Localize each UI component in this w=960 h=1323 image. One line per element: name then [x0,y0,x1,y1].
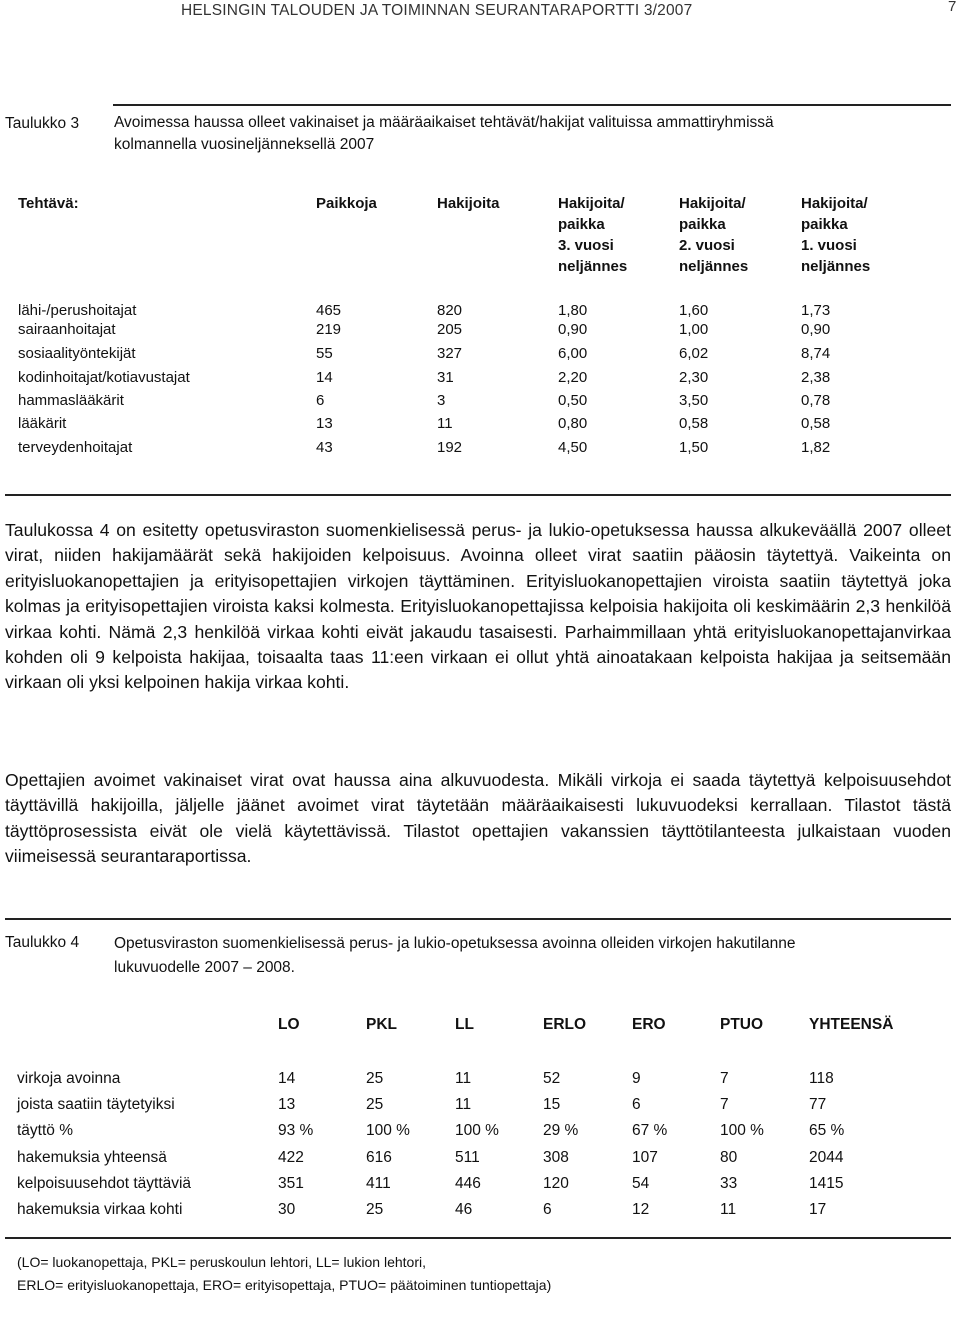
table3-cell-q2: 1,60 [679,302,709,319]
header-q1-line2: paikka [801,216,848,233]
table3-caption-line1: Avoimessa haussa olleet vakinaiset ja määräaikaiset tehtävät/hakijat valituissa ammattiryhmissä [114,114,774,131]
table3-cell-q1: 1,73 [801,302,831,319]
table4-header-lo: LO [278,1016,300,1033]
header-q3-line2: paikka [558,216,605,233]
table4-cell: 7 [720,1096,729,1113]
table4-cell: 616 [366,1149,392,1166]
table3-caption [114,112,774,156]
table3-bottom-rule [5,494,951,496]
page-number: 7 [948,0,957,15]
table4-cell: 118 [809,1070,834,1087]
header-q3-line3: 3. vuosi [558,237,614,254]
table4-header-erlo: ERLO [543,1016,587,1033]
header-q1-line1: Hakijoita/ [801,195,868,212]
table4-row-label: hakemuksia yhteensä [17,1149,167,1166]
table3-header-places: Paikkoja [316,195,377,212]
table3-cell-q1: 2,38 [801,369,831,386]
table4-cell: 11 [455,1096,472,1113]
table3-cell-applicants: 3 [437,392,446,409]
table4-note-line2: ERLO= erityisluokanopettaja, ERO= erityisopettaja, PTUO= päätoiminen tuntiopettaja) [17,1277,552,1293]
running-header-title: HELSINGIN TALOUDEN JA TOIMINNAN SEURANTARAPORTTI 3/2007 [181,2,693,19]
table4-cell: 100 % [455,1122,499,1139]
body-paragraph-1: Taulukossa 4 on esitetty opetusviraston suomenkielisessä perus- ja lukio-opetuksessa haussa alkukeväällä 2007 olleet virat, niiden hakijamäärät sekä hakijoiden kelpoisuus. Avoinna olleet virat saatiin pääosin täytettyä. Vaikeinta on erityisluokanopettajien ja erityisopettajien virkojen täyttäminen. Erityisluokanopettajien viroista saatiin täytettyä joka kolmas ja erityisopettajien viroista kaksi kolmesta. Erityisluokanopettajissa kelpoisia hakijoita oli keskimäärin 2,3 henkilöä virkaa kohti. Nämä 2,3 henkilöä virkaa kohti eivät jakaudu tasaisesti. Parhaimmillaan yhtä erityisluokanopettajanvirkaa kohden oli 9 kelpoista hakijaa, toisaalta taas 11:een virkaan ei ollut yhtä ainoatakaan kelpoista hakijaa ja seitsemään virkaan oli yksi kelpoinen hakija virkaa kohti. [5,520,951,693]
table3-cell-applicants: 192 [437,439,463,456]
table3-cell-q3: 0,90 [558,321,588,338]
table4-cell: 6 [632,1096,641,1113]
table3-header-q2 [679,193,748,277]
table3-cell-q1: 0,78 [801,392,831,409]
table4-header-pkl: PKL [366,1016,397,1033]
table4-cell: 93 % [278,1122,314,1139]
table4-cell: 11 [455,1070,472,1087]
table4-cell: 17 [809,1201,827,1218]
table3-caption-line2: kolmannella vuosineljänneksellä 2007 [114,136,375,153]
table4-caption-line2: lukuvuodelle 2007 – 2008. [114,959,295,976]
table3-header-q1 [801,193,870,277]
table4-cell: 30 [278,1201,296,1218]
table3-cell-q3: 0,50 [558,392,588,409]
table3-cell-places: 55 [316,345,333,362]
table3-cell-applicants: 327 [437,345,463,362]
table3-header-applicants: Hakijoita [437,195,500,212]
table4-row-label: kelpoisuusehdot täyttäviä [17,1175,192,1192]
table4-label: Taulukko 4 [5,934,80,951]
body-paragraph-2: Opettajien avoimet vakinaiset virat ovat haussa aina alkuvuodesta. Mikäli virkoja ei saada täytettyä kelpoisuusehdot täyttävillä hakijoilla, jäljelle jäänet avoimet virat täytetään määräaikaisesti lukuvuodeksi kerrallaan. Tilastot tästä täyttöprosessista eivät ole vielä käytettävissä. Tilastot opettajien vakanssien täyttötilanteesta julkaistaan vuoden viimeisessä seurantaraportissa. [5,770,951,867]
table3-header-task: Tehtävä: [18,195,79,212]
table3-cell-places: 13 [316,415,333,432]
table4-header-ll: LL [455,1016,474,1033]
table3-cell-task: sairaanhoitajat [18,321,116,338]
table4-cell: 46 [455,1201,473,1218]
table4-cell: 120 [543,1175,569,1192]
table4-cell: 6 [543,1201,552,1218]
table4-cell: 13 [278,1096,296,1113]
table4-cell: 422 [278,1149,304,1166]
table3-cell-q1: 8,74 [801,345,831,362]
table4-cell: 52 [543,1070,561,1087]
table4-note-line1: (LO= luokanopettaja, PKL= peruskoulun lehtori, LL= lukion lehtori, [17,1254,426,1270]
table4-cell: 65 % [809,1122,845,1139]
table3-top-rule [113,104,951,106]
table3-cell-task: lähi-/perushoitajat [18,302,137,319]
table4-cell: 15 [543,1096,561,1113]
table3-cell-q1: 0,90 [801,321,831,338]
table4-cell: 11 [720,1201,737,1218]
table4-cell: 308 [543,1149,569,1166]
table4-cell: 25 [366,1201,384,1218]
table4-cell: 411 [366,1175,391,1192]
table3-cell-task: hammaslääkärit [18,392,124,409]
table4-cell: 100 % [366,1122,410,1139]
table4-cell: 1415 [809,1175,844,1192]
table4-row-label: virkoja avoinna [17,1070,121,1087]
table3-cell-places: 465 [316,302,342,319]
table4-cell: 67 % [632,1122,668,1139]
table3-cell-q3: 4,50 [558,439,588,456]
table3-cell-q1: 0,58 [801,415,831,432]
table3-cell-places: 219 [316,321,342,338]
header-q2-line4: neljännes [679,258,749,275]
table4-cell: 29 % [543,1122,579,1139]
header-q2-line2: paikka [679,216,726,233]
table4-cell: 54 [632,1175,650,1192]
table3-cell-places: 6 [316,392,325,409]
table3-cell-applicants: 31 [437,369,454,386]
table3-cell-applicants: 205 [437,321,463,338]
table4-cell: 80 [720,1149,738,1166]
table4-row-label: täyttö % [17,1122,73,1139]
table3-cell-q2: 6,02 [679,345,709,362]
table3-cell-q2: 3,50 [679,392,709,409]
table3-cell-task: sosiaalityöntekijät [18,345,136,362]
table3-cell-applicants: 11 [437,415,453,432]
table4-header-total: YHTEENSÄ [809,1016,894,1033]
header-q1-line4: neljännes [801,258,871,275]
table3-cell-places: 14 [316,369,333,386]
table4-row-label: joista saatiin täytetyiksi [17,1096,175,1113]
table4-cell: 14 [278,1070,296,1087]
table3-cell-q1: 1,82 [801,439,831,456]
table4-caption [114,932,796,980]
table3-cell-q2: 0,58 [679,415,709,432]
table4-cell: 12 [632,1201,650,1218]
table3-cell-q3: 0,80 [558,415,588,432]
table4-cell: 25 [366,1070,384,1087]
table3-cell-q2: 2,30 [679,369,709,386]
table3-cell-task: kodinhoitajat/kotiavustajat [18,369,190,386]
table3-label: Taulukko 3 [5,115,80,132]
table4-bottom-rule [5,1237,951,1239]
table4-cell: 100 % [720,1122,764,1139]
table4-cell: 9 [632,1070,641,1087]
table3-cell-task: lääkärit [18,415,67,432]
table4-caption-line1: Opetusviraston suomenkielisessä perus- ja lukio-opetuksessa avoinna olleiden virkojen hakutilanne [114,935,796,952]
table4-cell: 2044 [809,1149,844,1166]
table3-cell-q2: 1,50 [679,439,709,456]
table3-cell-task: terveydenhoitajat [18,439,133,456]
table4-cell: 351 [278,1175,304,1192]
table4-cell: 33 [720,1175,738,1192]
table4-cell: 107 [632,1149,658,1166]
table4-cell: 77 [809,1096,827,1113]
table3-header-q3 [558,193,627,277]
table3-cell-q3: 2,20 [558,369,588,386]
table3-cell-q3: 6,00 [558,345,588,362]
header-q2-line3: 2. vuosi [679,237,735,254]
table4-cell: 511 [455,1149,480,1166]
table3-cell-q2: 1,00 [679,321,709,338]
table4-row-label: hakemuksia virkaa kohti [17,1201,183,1218]
table4-top-rule [5,918,951,920]
table4-cell: 25 [366,1096,384,1113]
header-q2-line1: Hakijoita/ [679,195,746,212]
table3-cell-q3: 1,80 [558,302,588,319]
table3-cell-places: 43 [316,439,333,456]
table4-cell: 446 [455,1175,481,1192]
table4-header-ero: ERO [632,1016,666,1033]
header-q3-line1: Hakijoita/ [558,195,625,212]
header-q3-line4: neljännes [558,258,628,275]
table3-cell-applicants: 820 [437,302,463,319]
header-q1-line3: 1. vuosi [801,237,857,254]
table4-cell: 7 [720,1070,729,1087]
table4-header-ptuo: PTUO [720,1016,764,1033]
